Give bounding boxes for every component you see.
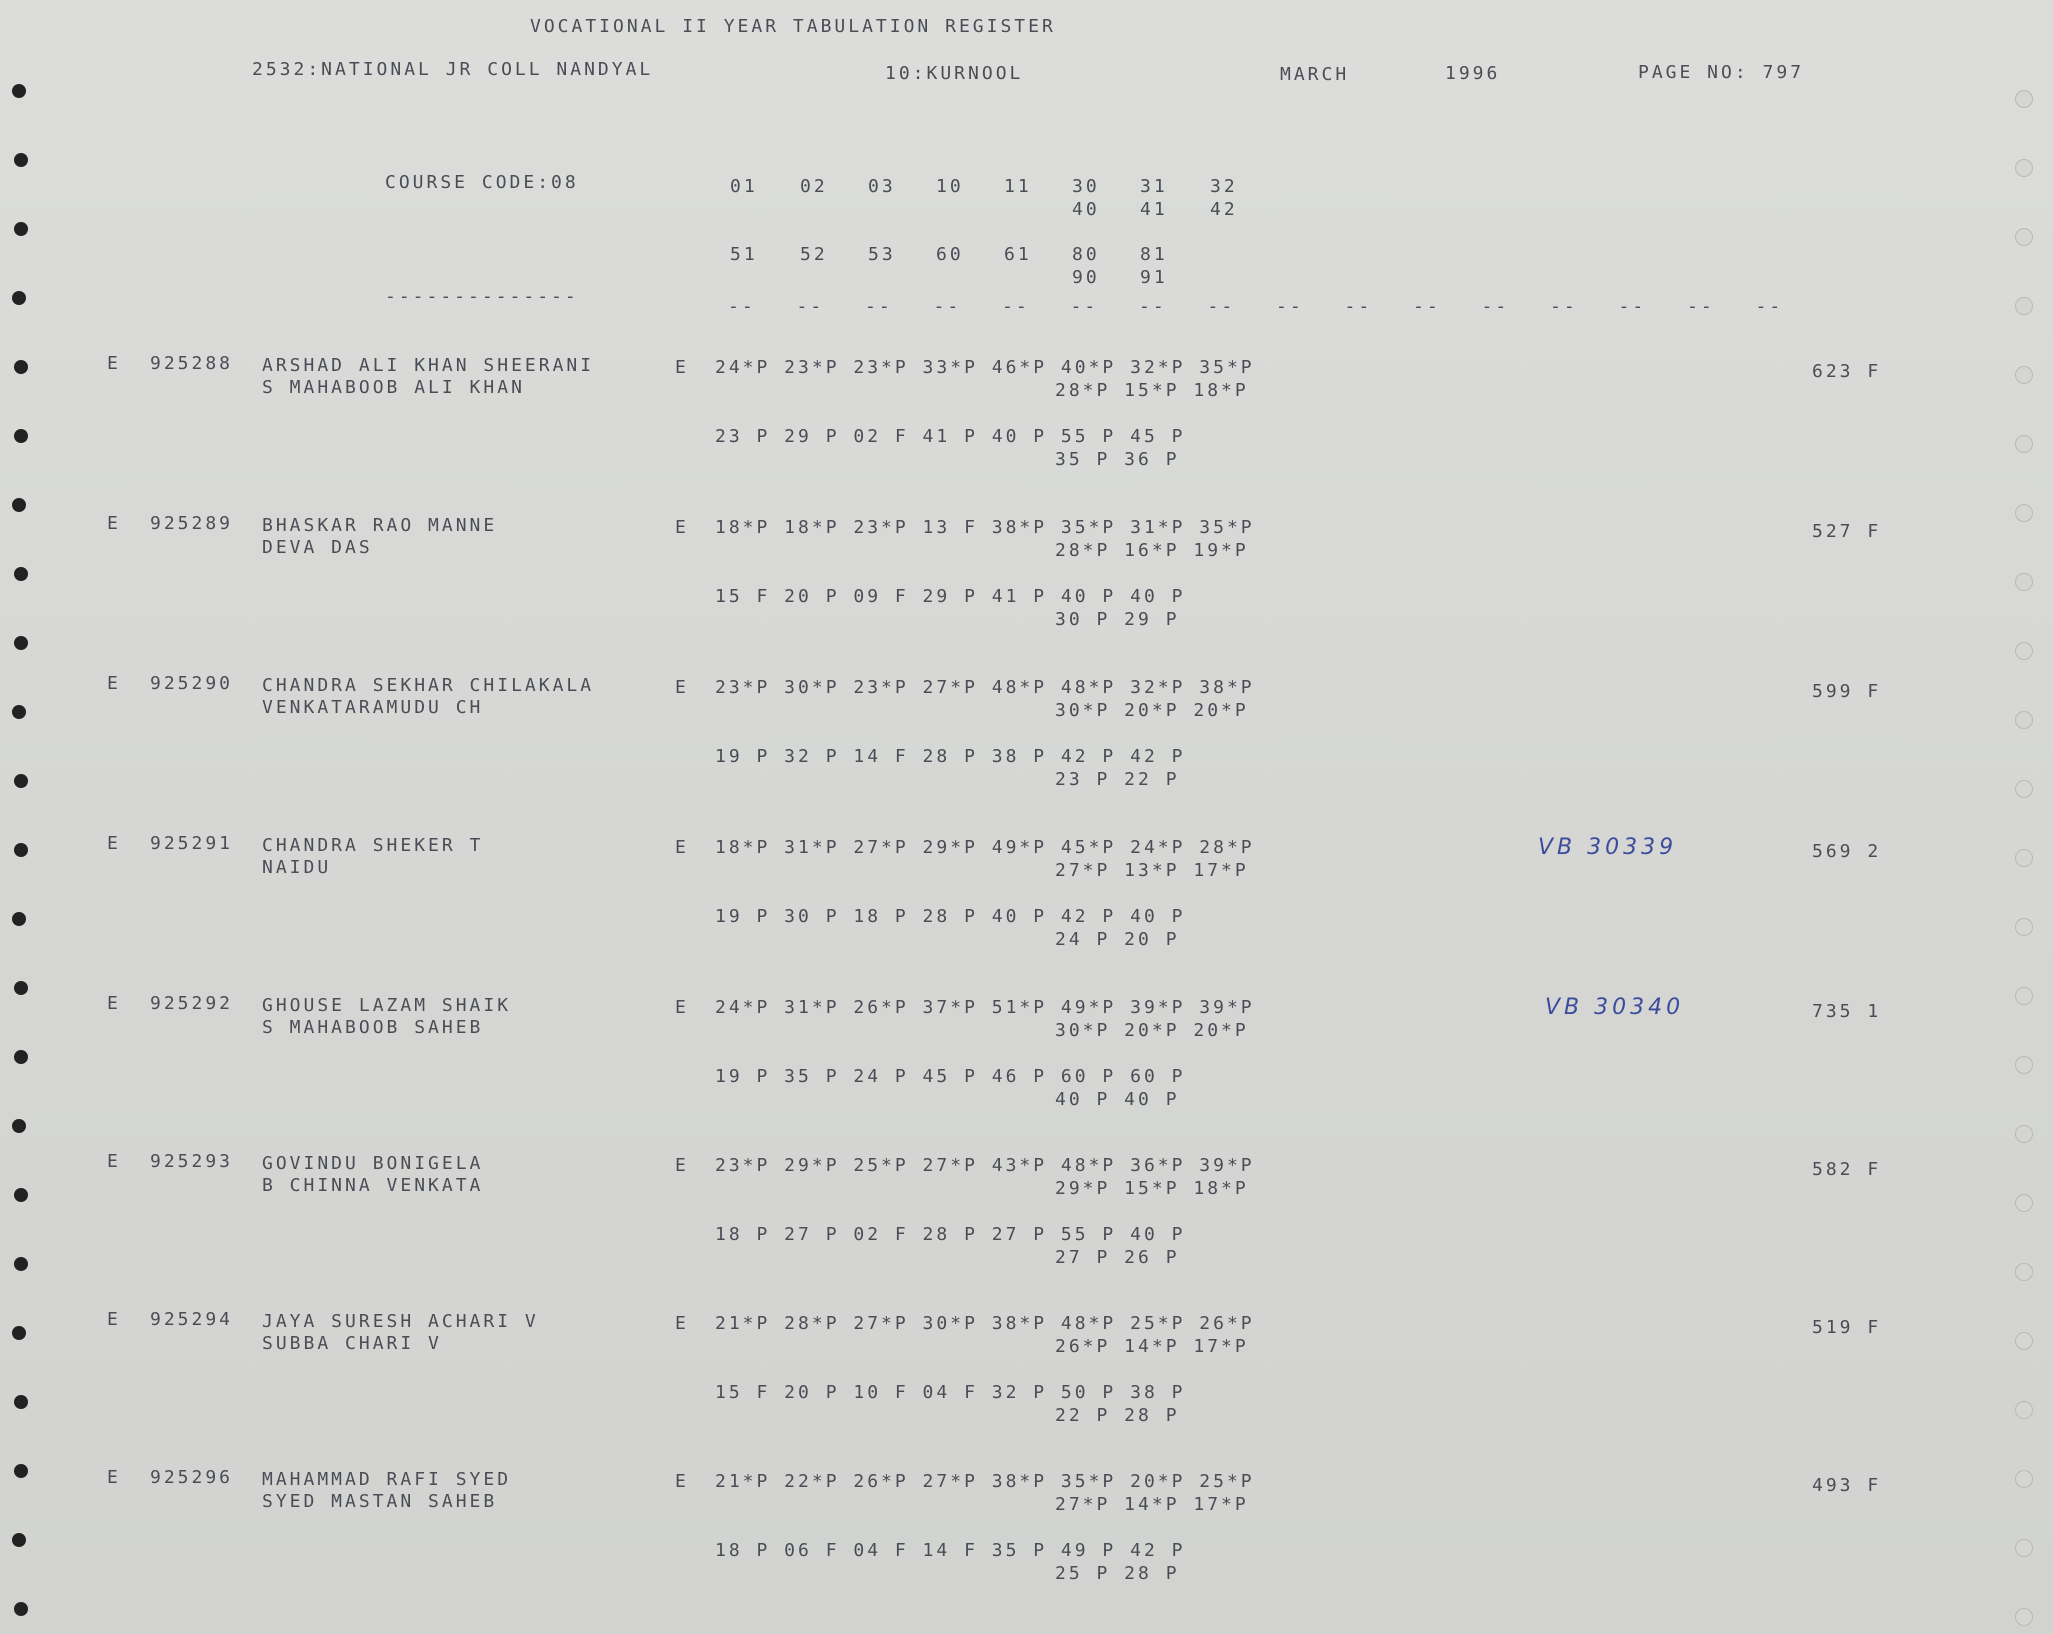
stream-code: E bbox=[675, 1313, 689, 1334]
feed-hole bbox=[2015, 918, 2033, 936]
course-code-label: COURSE CODE:08 bbox=[385, 172, 579, 193]
feed-hole bbox=[2015, 1194, 2033, 1212]
feed-hole bbox=[14, 1602, 28, 1616]
marks-line-1: 23*P 29*P 25*P 27*P 43*P 48*P 36*P 39*P bbox=[715, 1155, 1255, 1176]
feed-hole bbox=[2015, 1401, 2033, 1419]
total-marks: 735 1 bbox=[1812, 1001, 1882, 1022]
stream-code: E bbox=[675, 677, 689, 698]
feed-hole bbox=[14, 1188, 28, 1202]
feed-hole bbox=[2015, 1539, 2033, 1557]
register-title: VOCATIONAL II YEAR TABULATION REGISTER bbox=[530, 16, 1056, 37]
marks-line-2: 26*P 14*P 17*P bbox=[1055, 1336, 1249, 1357]
parent-name: DEVA DAS bbox=[262, 537, 373, 558]
subject-code: 40 bbox=[1072, 199, 1100, 220]
rule-dash: -- bbox=[1002, 296, 1030, 317]
roll-number: 925291 bbox=[150, 833, 234, 854]
roll-number: 925288 bbox=[150, 353, 234, 374]
rule-dash: -- bbox=[1755, 296, 1784, 317]
feed-hole bbox=[2015, 297, 2033, 315]
feed-hole bbox=[14, 1257, 28, 1271]
right-feed-holes bbox=[1973, 0, 2053, 1634]
marks-line-4: 30 P 29 P bbox=[1055, 609, 1180, 630]
marks-line-1: 24*P 31*P 26*P 37*P 51*P 49*P 39*P 39*P bbox=[715, 997, 1255, 1018]
feed-hole bbox=[14, 153, 28, 167]
feed-hole bbox=[14, 1050, 28, 1064]
feed-hole bbox=[12, 291, 26, 305]
marks-line-4: 35 P 36 P bbox=[1055, 449, 1180, 470]
feed-hole bbox=[2015, 504, 2033, 522]
marks-line-3: 19 P 30 P 18 P 28 P 40 P 42 P 40 P bbox=[715, 906, 1186, 927]
stream-code: E bbox=[675, 517, 689, 538]
rule-dash: -- bbox=[1070, 296, 1099, 317]
marks-line-3: 23 P 29 P 02 F 41 P 40 P 55 P 45 P bbox=[715, 426, 1186, 447]
marks-line-1: 23*P 30*P 23*P 27*P 48*P 48*P 32*P 38*P bbox=[715, 677, 1255, 698]
student-name: ARSHAD ALI KHAN SHEERANI bbox=[262, 355, 595, 376]
roll-number: 925290 bbox=[150, 673, 234, 694]
marks-line-2: 30*P 20*P 20*P bbox=[1055, 700, 1249, 721]
roll-number: 925294 bbox=[150, 1309, 234, 1330]
subject-code: 10 bbox=[936, 176, 964, 197]
marks-line-2: 29*P 15*P 18*P bbox=[1055, 1178, 1249, 1199]
record-flag: E bbox=[107, 993, 121, 1014]
total-marks: 493 F bbox=[1812, 1475, 1882, 1496]
feed-hole bbox=[12, 1326, 26, 1340]
subject-code: 02 bbox=[800, 176, 828, 197]
roll-number: 925293 bbox=[150, 1151, 234, 1172]
marks-line-4: 27 P 26 P bbox=[1055, 1247, 1180, 1268]
rule-dash: -- bbox=[796, 296, 825, 317]
feed-hole bbox=[2015, 987, 2033, 1005]
handwritten-note: VB 30340 bbox=[1545, 995, 1685, 1020]
student-name: MAHAMMAD RAFI SYED bbox=[262, 1469, 512, 1490]
feed-hole bbox=[2015, 1470, 2033, 1488]
parent-name: NAIDU bbox=[262, 857, 332, 878]
feed-hole bbox=[12, 1533, 26, 1547]
subject-code: 91 bbox=[1140, 267, 1168, 288]
feed-hole bbox=[2015, 1263, 2033, 1281]
rule-dash: -- bbox=[1481, 296, 1510, 317]
stream-code: E bbox=[675, 357, 689, 378]
roll-number: 925296 bbox=[150, 1467, 234, 1488]
feed-hole bbox=[14, 429, 28, 443]
parent-name: SYED MASTAN SAHEB bbox=[262, 1491, 498, 1512]
record-flag: E bbox=[107, 513, 121, 534]
student-name: GHOUSE LAZAM SHAIK bbox=[262, 995, 512, 1016]
rule-dash: -- bbox=[1618, 296, 1647, 317]
total-marks: 582 F bbox=[1812, 1159, 1882, 1180]
stream-code: E bbox=[675, 1155, 689, 1176]
rule-dash: -- bbox=[1207, 296, 1236, 317]
marks-line-4: 25 P 28 P bbox=[1055, 1563, 1180, 1584]
parent-name: S MAHABOOB SAHEB bbox=[262, 1017, 484, 1038]
record-flag: E bbox=[107, 1467, 121, 1488]
subject-code: 01 bbox=[730, 176, 758, 197]
course-underline: -------------- bbox=[385, 286, 579, 307]
marks-line-3: 19 P 35 P 24 P 45 P 46 P 60 P 60 P bbox=[715, 1066, 1186, 1087]
record-flag: E bbox=[107, 353, 121, 374]
feed-hole bbox=[12, 84, 26, 98]
parent-name: VENKATARAMUDU CH bbox=[262, 697, 484, 718]
subject-code: 51 bbox=[730, 244, 758, 265]
handwritten-note: VB 30339 bbox=[1538, 835, 1678, 860]
feed-hole bbox=[12, 498, 26, 512]
subject-code: 03 bbox=[868, 176, 896, 197]
subject-code: 61 bbox=[1004, 244, 1032, 265]
marks-line-1: 21*P 22*P 26*P 27*P 38*P 35*P 20*P 25*P bbox=[715, 1471, 1255, 1492]
college-name: 2532:NATIONAL JR COLL NANDYAL bbox=[252, 59, 654, 80]
rule-dash: -- bbox=[1139, 296, 1167, 317]
marks-line-2: 30*P 20*P 20*P bbox=[1055, 1020, 1249, 1041]
marks-line-2: 27*P 13*P 17*P bbox=[1055, 860, 1249, 881]
subject-code: 30 bbox=[1072, 176, 1100, 197]
student-name: BHASKAR RAO MANNE bbox=[262, 515, 498, 536]
feed-hole bbox=[14, 843, 28, 857]
marks-line-2: 28*P 16*P 19*P bbox=[1055, 540, 1249, 561]
marks-line-4: 23 P 22 P bbox=[1055, 769, 1180, 790]
parent-name: SUBBA CHARI V bbox=[262, 1333, 442, 1354]
marks-line-2: 27*P 14*P 17*P bbox=[1055, 1494, 1249, 1515]
subject-code: 42 bbox=[1210, 199, 1238, 220]
subject-code: 52 bbox=[800, 244, 828, 265]
marks-line-4: 24 P 20 P bbox=[1055, 929, 1180, 950]
feed-hole bbox=[2015, 849, 2033, 867]
feed-hole bbox=[2015, 435, 2033, 453]
marks-line-1: 18*P 18*P 23*P 13 F 38*P 35*P 31*P 35*P bbox=[715, 517, 1255, 538]
marks-line-3: 15 F 20 P 09 F 29 P 41 P 40 P 40 P bbox=[715, 586, 1186, 607]
feed-hole bbox=[14, 636, 28, 650]
feed-hole bbox=[14, 360, 28, 374]
marks-line-3: 19 P 32 P 14 F 28 P 38 P 42 P 42 P bbox=[715, 746, 1186, 767]
feed-hole bbox=[14, 981, 28, 995]
rule-dash: -- bbox=[1413, 296, 1441, 317]
total-marks: 519 F bbox=[1812, 1317, 1882, 1338]
subject-code: 80 bbox=[1072, 244, 1100, 265]
rule-dash: -- bbox=[865, 296, 893, 317]
rule-dash: -- bbox=[933, 296, 962, 317]
student-name: CHANDRA SEKHAR CHILAKALA bbox=[262, 675, 595, 696]
stream-code: E bbox=[675, 1471, 689, 1492]
feed-hole bbox=[12, 705, 26, 719]
parent-name: S MAHABOOB ALI KHAN bbox=[262, 377, 525, 398]
marks-line-2: 28*P 15*P 18*P bbox=[1055, 380, 1249, 401]
feed-hole bbox=[2015, 780, 2033, 798]
student-name: JAYA SURESH ACHARI V bbox=[262, 1311, 539, 1332]
feed-hole bbox=[2015, 1125, 2033, 1143]
feed-hole bbox=[12, 912, 26, 926]
feed-hole bbox=[14, 567, 28, 581]
feed-hole bbox=[2015, 642, 2033, 660]
feed-hole bbox=[2015, 1056, 2033, 1074]
feed-hole bbox=[14, 774, 28, 788]
rule-dash: -- bbox=[1276, 296, 1304, 317]
record-flag: E bbox=[107, 1309, 121, 1330]
feed-hole bbox=[14, 1464, 28, 1478]
feed-hole bbox=[2015, 366, 2033, 384]
exam-month: MARCH bbox=[1280, 64, 1350, 85]
marks-line-4: 40 P 40 P bbox=[1055, 1089, 1180, 1110]
subject-code: 31 bbox=[1140, 176, 1168, 197]
roll-number: 925292 bbox=[150, 993, 234, 1014]
record-flag: E bbox=[107, 1151, 121, 1172]
feed-hole bbox=[12, 1119, 26, 1133]
student-name: GOVINDU BONIGELA bbox=[262, 1153, 484, 1174]
marks-line-3: 18 P 27 P 02 F 28 P 27 P 55 P 40 P bbox=[715, 1224, 1186, 1245]
marks-line-1: 24*P 23*P 23*P 33*P 46*P 40*P 32*P 35*P bbox=[715, 357, 1255, 378]
marks-line-1: 21*P 28*P 27*P 30*P 38*P 48*P 25*P 26*P bbox=[715, 1313, 1255, 1334]
feed-hole bbox=[2015, 228, 2033, 246]
feed-hole bbox=[14, 222, 28, 236]
rule-dash: -- bbox=[1687, 296, 1715, 317]
feed-hole bbox=[2015, 711, 2033, 729]
subject-code: 90 bbox=[1072, 267, 1100, 288]
marks-line-1: 18*P 31*P 27*P 29*P 49*P 45*P 24*P 28*P bbox=[715, 837, 1255, 858]
subject-code: 60 bbox=[936, 244, 964, 265]
rule-dash: -- bbox=[1550, 296, 1578, 317]
left-feed-holes bbox=[0, 0, 40, 1634]
feed-hole bbox=[2015, 90, 2033, 108]
student-name: CHANDRA SHEKER T bbox=[262, 835, 484, 856]
feed-hole bbox=[14, 1395, 28, 1409]
feed-hole bbox=[2015, 159, 2033, 177]
total-marks: 599 F bbox=[1812, 681, 1882, 702]
feed-hole bbox=[2015, 573, 2033, 591]
record-flag: E bbox=[107, 673, 121, 694]
stream-code: E bbox=[675, 997, 689, 1018]
parent-name: B CHINNA VENKATA bbox=[262, 1175, 484, 1196]
subject-code: 41 bbox=[1140, 199, 1168, 220]
exam-year: 1996 bbox=[1445, 63, 1501, 84]
marks-line-4: 22 P 28 P bbox=[1055, 1405, 1180, 1426]
subject-code: 81 bbox=[1140, 244, 1168, 265]
page-number: PAGE NO: 797 bbox=[1638, 62, 1805, 83]
feed-hole bbox=[2015, 1608, 2033, 1626]
subject-code: 32 bbox=[1210, 176, 1238, 197]
rule-dash: -- bbox=[1344, 296, 1373, 317]
stream-code: E bbox=[675, 837, 689, 858]
total-marks: 569 2 bbox=[1812, 841, 1882, 862]
subject-code: 53 bbox=[868, 244, 896, 265]
rule-dash: -- bbox=[728, 296, 756, 317]
total-marks: 527 F bbox=[1812, 521, 1882, 542]
subject-code: 11 bbox=[1004, 176, 1032, 197]
marks-line-3: 15 F 20 P 10 F 04 F 32 P 50 P 38 P bbox=[715, 1382, 1186, 1403]
district-name: 10:KURNOOL bbox=[885, 63, 1024, 84]
total-marks: 623 F bbox=[1812, 361, 1882, 382]
roll-number: 925289 bbox=[150, 513, 234, 534]
feed-hole bbox=[2015, 1332, 2033, 1350]
record-flag: E bbox=[107, 833, 121, 854]
marks-line-3: 18 P 06 F 04 F 14 F 35 P 49 P 42 P bbox=[715, 1540, 1186, 1561]
